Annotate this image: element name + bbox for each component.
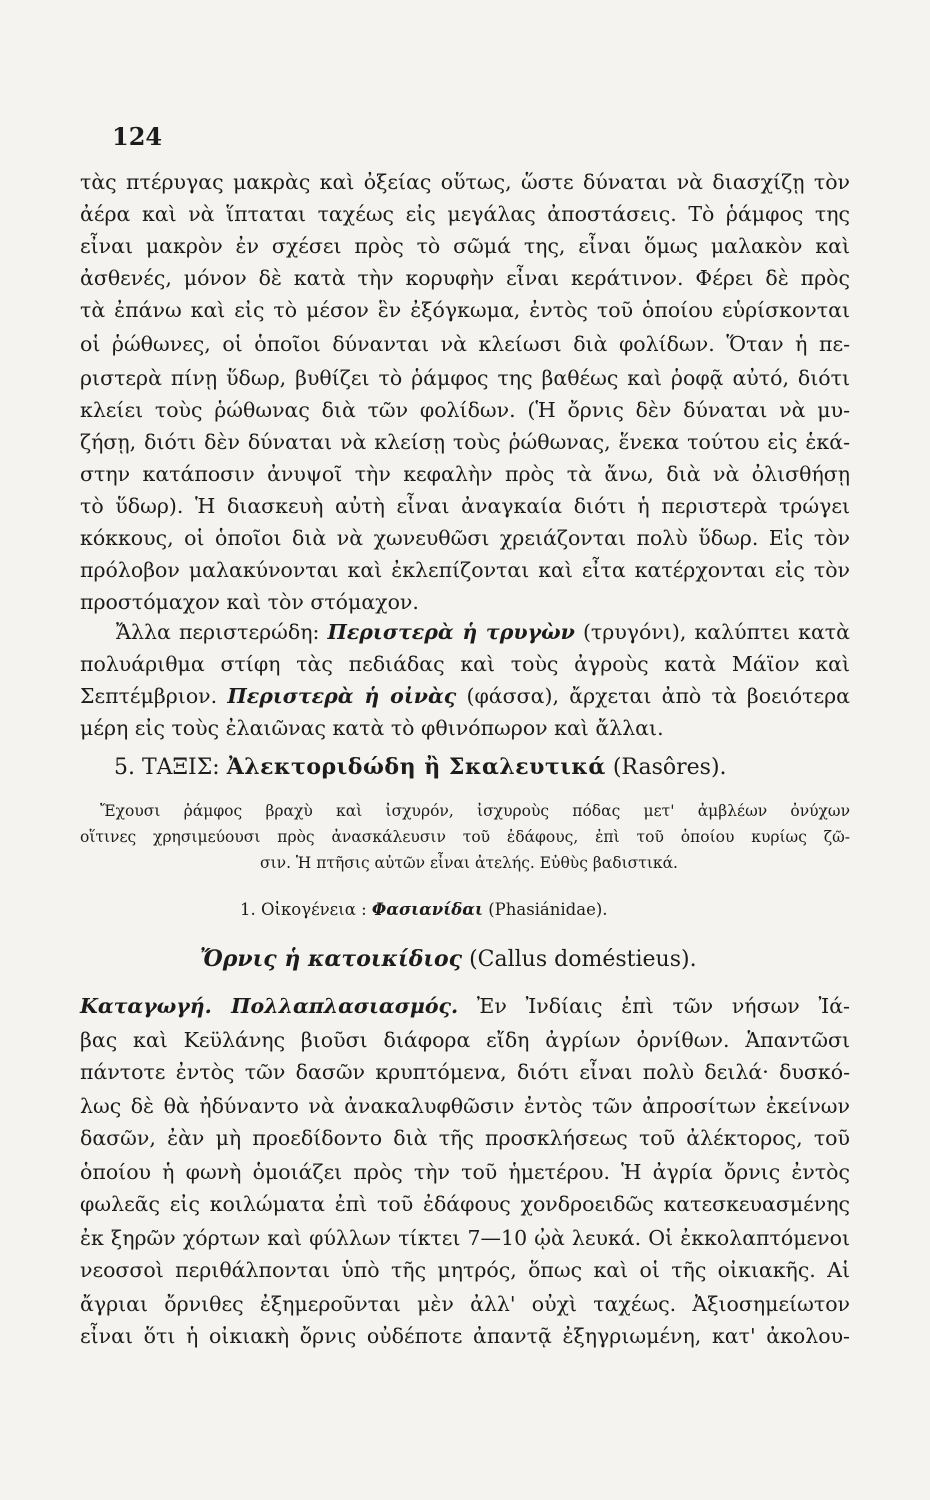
text-line: ἀέρα καὶ νὰ ἵπταται ταχέως εἰς μεγάλας ἀποστάσεις. Τὸ ῥάμφος της [80, 202, 850, 226]
text-line: οἱ ῥώθωνες, οἱ ὁποῖοι δύνανται νὰ κλείωσι διὰ φολίδων. Ὅταν ἡ πε- [80, 332, 850, 356]
text-line: τὸ ὕδωρ). Ἡ διασκευὴ αὐτὴ εἶναι ἀναγκαία διότι ἡ περιστερὰ τρώγει [80, 494, 850, 518]
text-line: νεοσσοὶ περιθάλπονται ὑπὸ τῆς μητρός, ὅπως καὶ οἱ τῆς οἰκιακῆς. Αἱ [80, 1258, 850, 1282]
family-name-greek: Φασιανίδαι [371, 900, 483, 919]
text-line: ριστερὰ πίνῃ ὕδωρ, βυθίζει τὸ ῥάμφος της βαθέως καὶ ῥοφᾷ αὐτό, διότι [80, 366, 850, 390]
species-name-latin: (Callus doméstieus). [469, 947, 697, 972]
text-line: σιν. Ἡ πτῆσις αὐτῶν εἶναι ἀτελής. Εὐθὺς βαδιστικά. [260, 854, 678, 872]
order-name-latin: (Rasôres). [612, 755, 727, 780]
text-line: πολυάριθμα στίφη τὰς πεδιάδας καὶ τοὺς ἀγροὺς κατὰ Μάϊον καὶ [80, 652, 850, 676]
text-line: κόκκους, οἱ ὁποῖοι διὰ νὰ χωνευθῶσι χρειάζονται πολὺ ὕδωρ. Εἰς τὸν [80, 526, 850, 550]
order-name-greek: Ἀλεκτοριδώδη ἢ Σκαλευτικά [226, 754, 606, 780]
text-line: οἵτινες χρησιμεύουσι πρὸς ἀνασκάλευσιν τοῦ ἐδάφους, ἐπὶ τοῦ ὁποίου κυρίως ζῶ- [80, 828, 850, 846]
species-name: Περιστερὰ ἡ οἰνὰς [227, 684, 457, 708]
text-run: Ἄλλα περιστερώδη: [116, 620, 320, 644]
text-run: Σεπτέμβριον. [80, 684, 218, 708]
text-run: (τρυγόνι), καλύπτει κατὰ [582, 620, 850, 644]
text-line: δασῶν, ἐὰν μὴ προεδίδοντο διὰ τῆς προσκλήσεως τοῦ ἀλέκτορος, τοῦ [80, 1126, 850, 1150]
text-line: εἶναι ὅτι ἡ οἰκιακὴ ὄρνις οὐδέποτε ἀπαντᾷ ἐξηγριωμένη, κατ' ἀκολου- [80, 1324, 850, 1348]
text-line: ἀσθενές, μόνον δὲ κατὰ τὴν κορυφὴν εἶναι κεράτινον. Φέρει δὲ πρὸς [80, 266, 850, 290]
species-name-greek: Ὄρνις ἡ κατοικίδιος [200, 946, 463, 972]
text-line: πρόλοβον μαλακύνονται καὶ ἐκλεπίζονται καὶ εἶτα κατέρχονται εἰς τὸν [80, 558, 850, 582]
text-run: Ἐν Ἰνδίαις ἐπὶ τῶν νήσων Ἰά- [476, 994, 850, 1018]
text-line: τὰ ἐπάνω καὶ εἰς τὸ μέσον ἓν ἐξόγκωμα, ἐντὸς τοῦ ὁποίου εὑρίσκονται [80, 298, 850, 322]
text-line: ὁποίου ἡ φωνὴ ὁμοιάζει πρὸς τὴν τοῦ ἡμετέρου. Ἡ ἀγρία ὄρνις ἐντὸς [80, 1160, 850, 1184]
text-run: (φάσσα), ἄρχεται ἀπὸ τὰ βοειότερα [466, 684, 850, 708]
text-line [80, 992, 850, 1020]
order-number: 5. ΤΑΞΙΣ: [114, 755, 220, 780]
text-line: πάντοτε ἐντὸς τῶν δασῶν κρυπτόμενα, διότι εἶναι πολὺ δειλά· δυσκό- [80, 1060, 850, 1084]
text-line: ἄγριαι ὄρνιθες ἐξημεροῦνται μὲν ἀλλ' οὐχὶ ταχέως. Ἀξιοσημείωτον [80, 1292, 850, 1316]
family-heading [240, 900, 608, 919]
text-line [80, 682, 850, 710]
order-heading [114, 754, 727, 780]
text-line: βας καὶ Κεϋλάνης βιοῦσι διάφορα εἴδη ἀγρίων ὀρνίθων. Ἁπαντῶσι [80, 1028, 850, 1052]
text-line: λως δὲ θὰ ἠδύναντο νὰ ἀνακαλυφθῶσιν ἐντὸς τῶν ἀπροσίτων ἐκείνων [80, 1094, 850, 1118]
text-line: προστόμαχον καὶ τὸν στόμαχον. [80, 590, 419, 614]
text-line: φωλεᾶς εἰς κοιλώματα ἐπὶ τοῦ ἐδάφους χονδροειδῶς κατεσκευασμένης [80, 1192, 850, 1216]
text-line: ἐκ ξηρῶν χόρτων καὶ φύλλων τίκτει 7—10 ᾠὰ λευκά. Οἱ ἐκκολαπτόμενοι [80, 1226, 850, 1250]
text-line [116, 618, 850, 646]
species-heading [200, 946, 697, 972]
text-line: ζήσῃ, διότι δὲν δύναται νὰ κλείσῃ τοὺς ῥώθωνας, ἕνεκα τούτου εἰς ἑκά- [80, 430, 850, 454]
text-line: κλείει τοὺς ῥώθωνας διὰ τῶν φολίδων. (Ἡ ὄρνις δὲν δύναται νὰ μυ- [80, 398, 850, 422]
species-name: Περιστερὰ ἡ τρυγὼν [327, 620, 575, 644]
text-line: εἶναι μακρὸν ἐν σχέσει πρὸς τὸ σῶμά της, εἶναι ὅμως μαλακὸν καὶ [80, 234, 850, 258]
text-line: στην κατάποσιν ἀνυψοῖ τὴν κεφαλὴν πρὸς τὰ ἄνω, διὰ νὰ ὀλισθήσῃ [80, 462, 850, 486]
text-line: τὰς πτέρυγας μακρὰς καὶ ὀξείας οὕτως, ὥστε δύναται νὰ διασχίζῃ τὸν [80, 170, 850, 194]
family-name-latin: (Phasiánidae). [488, 900, 608, 919]
page-number: 124 [112, 122, 163, 151]
section-label: Καταγωγή. Πολλαπλασιασμός. [80, 994, 459, 1018]
text-line: μέρη εἰς τοὺς ἐλαιῶνας κατὰ τὸ φθινόπωρον καὶ ἄλλαι. [80, 716, 664, 740]
text-line: Ἔχουσι ῥάμφος βραχὺ καὶ ἰσχυρόν, ἰσχυροὺς πόδας μετ' ἀμβλέων ὀνύχων [100, 802, 850, 820]
family-prefix: 1. Οἰκογένεια : [240, 900, 367, 919]
